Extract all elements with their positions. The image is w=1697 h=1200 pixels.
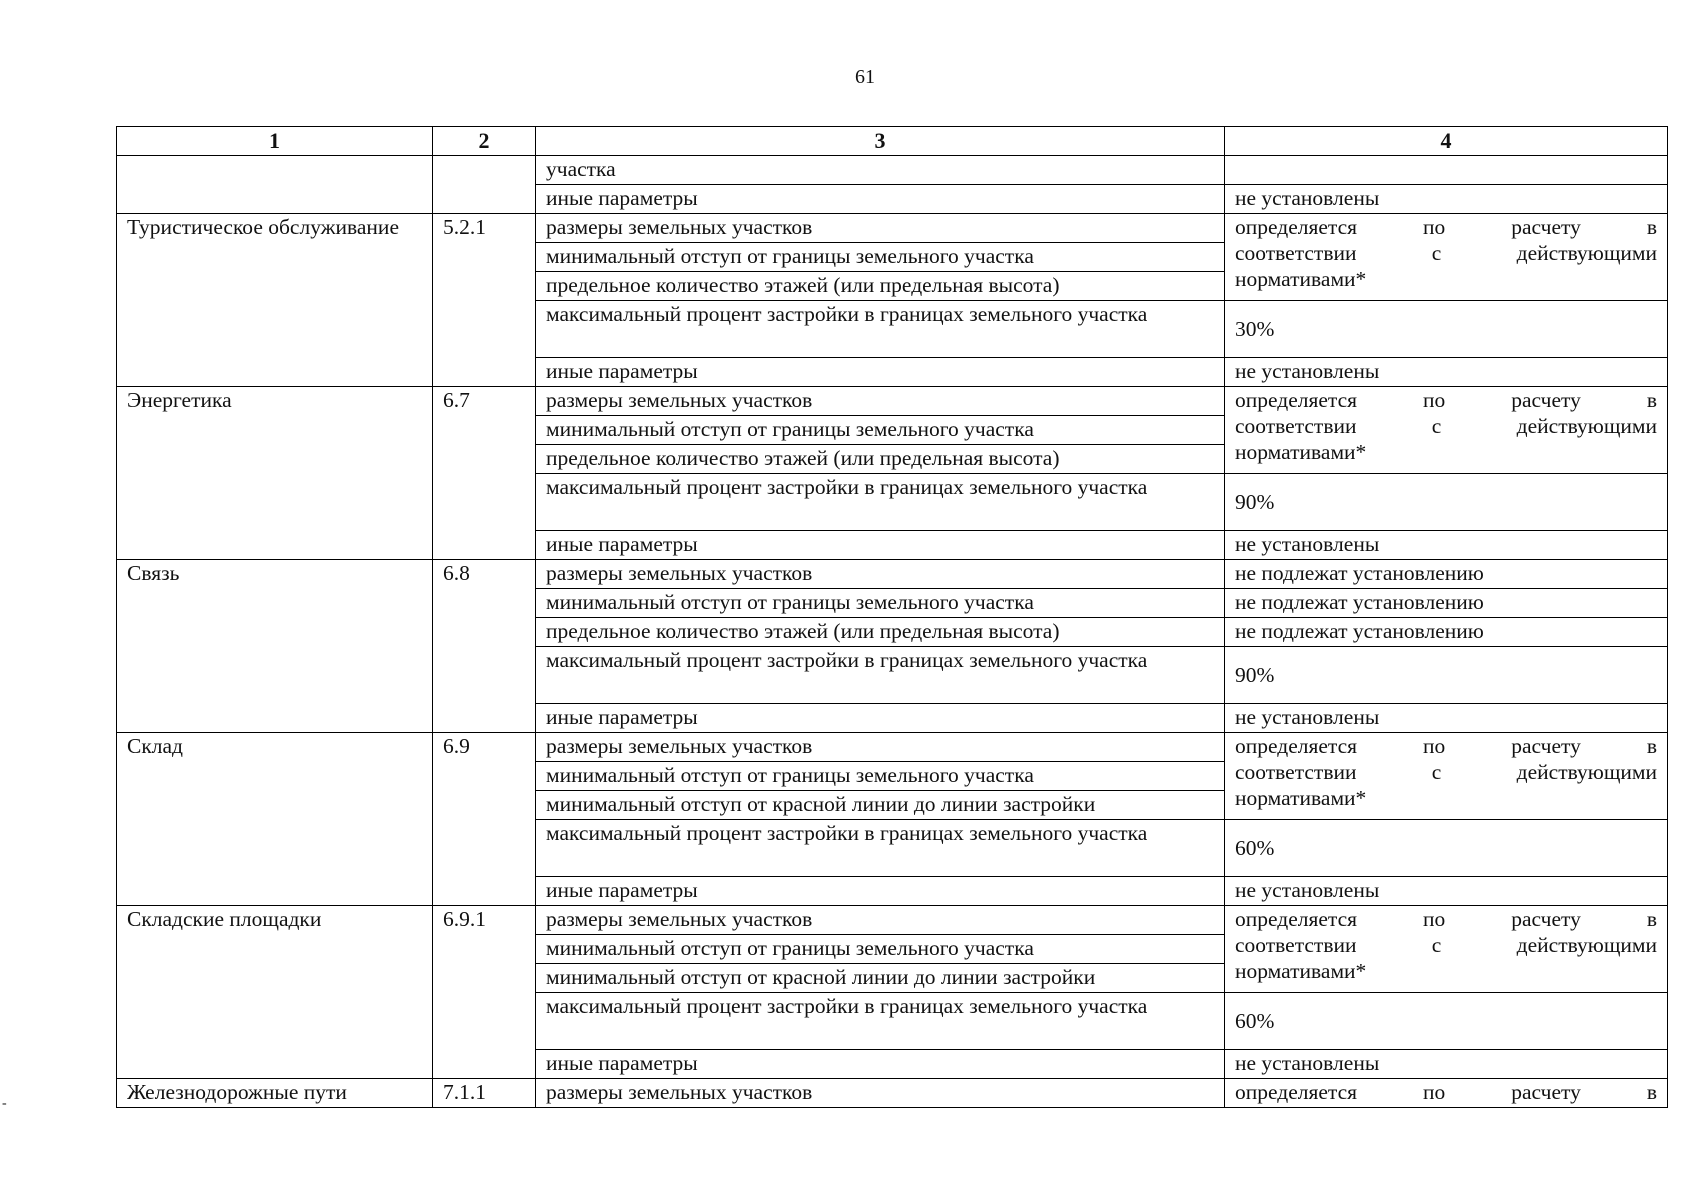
param-cell: иные параметры xyxy=(536,704,1225,733)
use-code-cell: 6.9 xyxy=(433,733,536,906)
column-header: 4 xyxy=(1225,127,1668,156)
norm-line: нормативами* xyxy=(1235,959,1367,983)
norm-line: соответствии с действующими xyxy=(1235,241,1657,265)
value-cell: не установлены xyxy=(1225,704,1668,733)
norm-line: нормативами* xyxy=(1235,267,1367,291)
value-cell: не установлены xyxy=(1225,531,1668,560)
norm-line: определяется по расчету в xyxy=(1235,388,1657,412)
param-cell: минимальный отступ от красной линии до линии застройки xyxy=(536,964,1225,993)
norm-value-cell xyxy=(1225,387,1668,474)
norm-line: определяется по расчету в xyxy=(1235,907,1657,931)
use-name-cell: Связь xyxy=(117,560,433,733)
param-cell: минимальный отступ от границы земельного участка xyxy=(536,416,1225,445)
param-cell: размеры земельных участков xyxy=(536,560,1225,589)
use-code-cell: 7.1.1 xyxy=(433,1079,536,1108)
norm-line: определяется по расчету в xyxy=(1235,215,1657,239)
norm-line: соответствии с действующими xyxy=(1235,414,1657,438)
norm-line: соответствии с действующими xyxy=(1235,933,1657,957)
value-cell: не подлежат установлению xyxy=(1225,589,1668,618)
use-name-cell: Энергетика xyxy=(117,387,433,560)
table-row xyxy=(117,560,1668,589)
use-code-cell: 5.2.1 xyxy=(433,214,536,387)
use-name-cell: Железнодорожные пути xyxy=(117,1079,433,1108)
param-cell: предельное количество этажей (или предельная высота) xyxy=(536,618,1225,647)
param-cell: максимальный процент застройки в границах земельного участка xyxy=(536,647,1225,704)
use-name-cell: Туристическое обслуживание xyxy=(117,214,433,387)
table-row xyxy=(117,1079,1668,1108)
param-cell: максимальный процент застройки в границах земельного участка xyxy=(536,993,1225,1050)
param-cell: предельное количество этажей (или предельная высота) xyxy=(536,272,1225,301)
param-cell: иные параметры xyxy=(536,358,1225,387)
header-row xyxy=(117,127,1668,156)
table-row xyxy=(117,156,1668,185)
value-cell: не подлежат установлению xyxy=(1225,560,1668,589)
value-cell xyxy=(1225,156,1668,185)
norm-line: определяется по расчету в xyxy=(1235,1080,1657,1104)
table-row xyxy=(117,733,1668,762)
param-cell: максимальный процент застройки в границах земельного участка xyxy=(536,474,1225,531)
param-cell: максимальный процент застройки в границах земельного участка xyxy=(536,820,1225,877)
use-name-cell xyxy=(117,156,433,214)
use-name-cell: Складские площадки xyxy=(117,906,433,1079)
param-cell: иные параметры xyxy=(536,185,1225,214)
norm-value-cell xyxy=(1225,906,1668,993)
table-row xyxy=(117,214,1668,243)
param-cell: максимальный процент застройки в границах земельного участка xyxy=(536,301,1225,358)
use-code-cell: 6.8 xyxy=(433,560,536,733)
use-code-cell xyxy=(433,156,536,214)
percent-cell: 90% xyxy=(1225,647,1668,704)
use-name-cell: Склад xyxy=(117,733,433,906)
use-code-cell: 6.9.1 xyxy=(433,906,536,1079)
param-cell: предельное количество этажей (или предельная высота) xyxy=(536,445,1225,474)
table-row xyxy=(117,387,1668,416)
page-number: 61 xyxy=(855,66,875,88)
norm-line: определяется по расчету в xyxy=(1235,734,1657,758)
value-cell: не подлежат установлению xyxy=(1225,618,1668,647)
param-cell: минимальный отступ от красной линии до линии застройки xyxy=(536,791,1225,820)
value-cell: не установлены xyxy=(1225,877,1668,906)
param-cell: минимальный отступ от границы земельного участка xyxy=(536,589,1225,618)
percent-cell: 30% xyxy=(1225,301,1668,358)
norm-value-cell xyxy=(1225,733,1668,820)
norm-line: соответствии с действующими xyxy=(1235,760,1657,784)
column-header: 3 xyxy=(536,127,1225,156)
column-header: 2 xyxy=(433,127,536,156)
param-cell: иные параметры xyxy=(536,877,1225,906)
param-cell: иные параметры xyxy=(536,531,1225,560)
param-cell: участка xyxy=(536,156,1225,185)
value-cell: не установлены xyxy=(1225,185,1668,214)
param-cell: размеры земельных участков xyxy=(536,906,1225,935)
table-row xyxy=(117,906,1668,935)
norm-line: нормативами* xyxy=(1235,786,1367,810)
param-cell: размеры земельных участков xyxy=(536,214,1225,243)
percent-cell: 60% xyxy=(1225,820,1668,877)
use-code-cell: 6.7 xyxy=(433,387,536,560)
margin-mark: - xyxy=(2,1096,7,1111)
param-cell: иные параметры xyxy=(536,1050,1225,1079)
land-use-parameters-table xyxy=(116,126,1668,1108)
value-cell: не установлены xyxy=(1225,1050,1668,1079)
norm-value-cell xyxy=(1225,1079,1668,1108)
percent-cell: 60% xyxy=(1225,993,1668,1050)
norm-line: нормативами* xyxy=(1235,440,1367,464)
value-cell: не установлены xyxy=(1225,358,1668,387)
param-cell: минимальный отступ от границы земельного участка xyxy=(536,935,1225,964)
param-cell: минимальный отступ от границы земельного участка xyxy=(536,762,1225,791)
param-cell: размеры земельных участков xyxy=(536,387,1225,416)
norm-value-cell xyxy=(1225,214,1668,301)
param-cell: размеры земельных участков xyxy=(536,1079,1225,1108)
param-cell: размеры земельных участков xyxy=(536,733,1225,762)
column-header: 1 xyxy=(117,127,433,156)
percent-cell: 90% xyxy=(1225,474,1668,531)
param-cell: минимальный отступ от границы земельного участка xyxy=(536,243,1225,272)
